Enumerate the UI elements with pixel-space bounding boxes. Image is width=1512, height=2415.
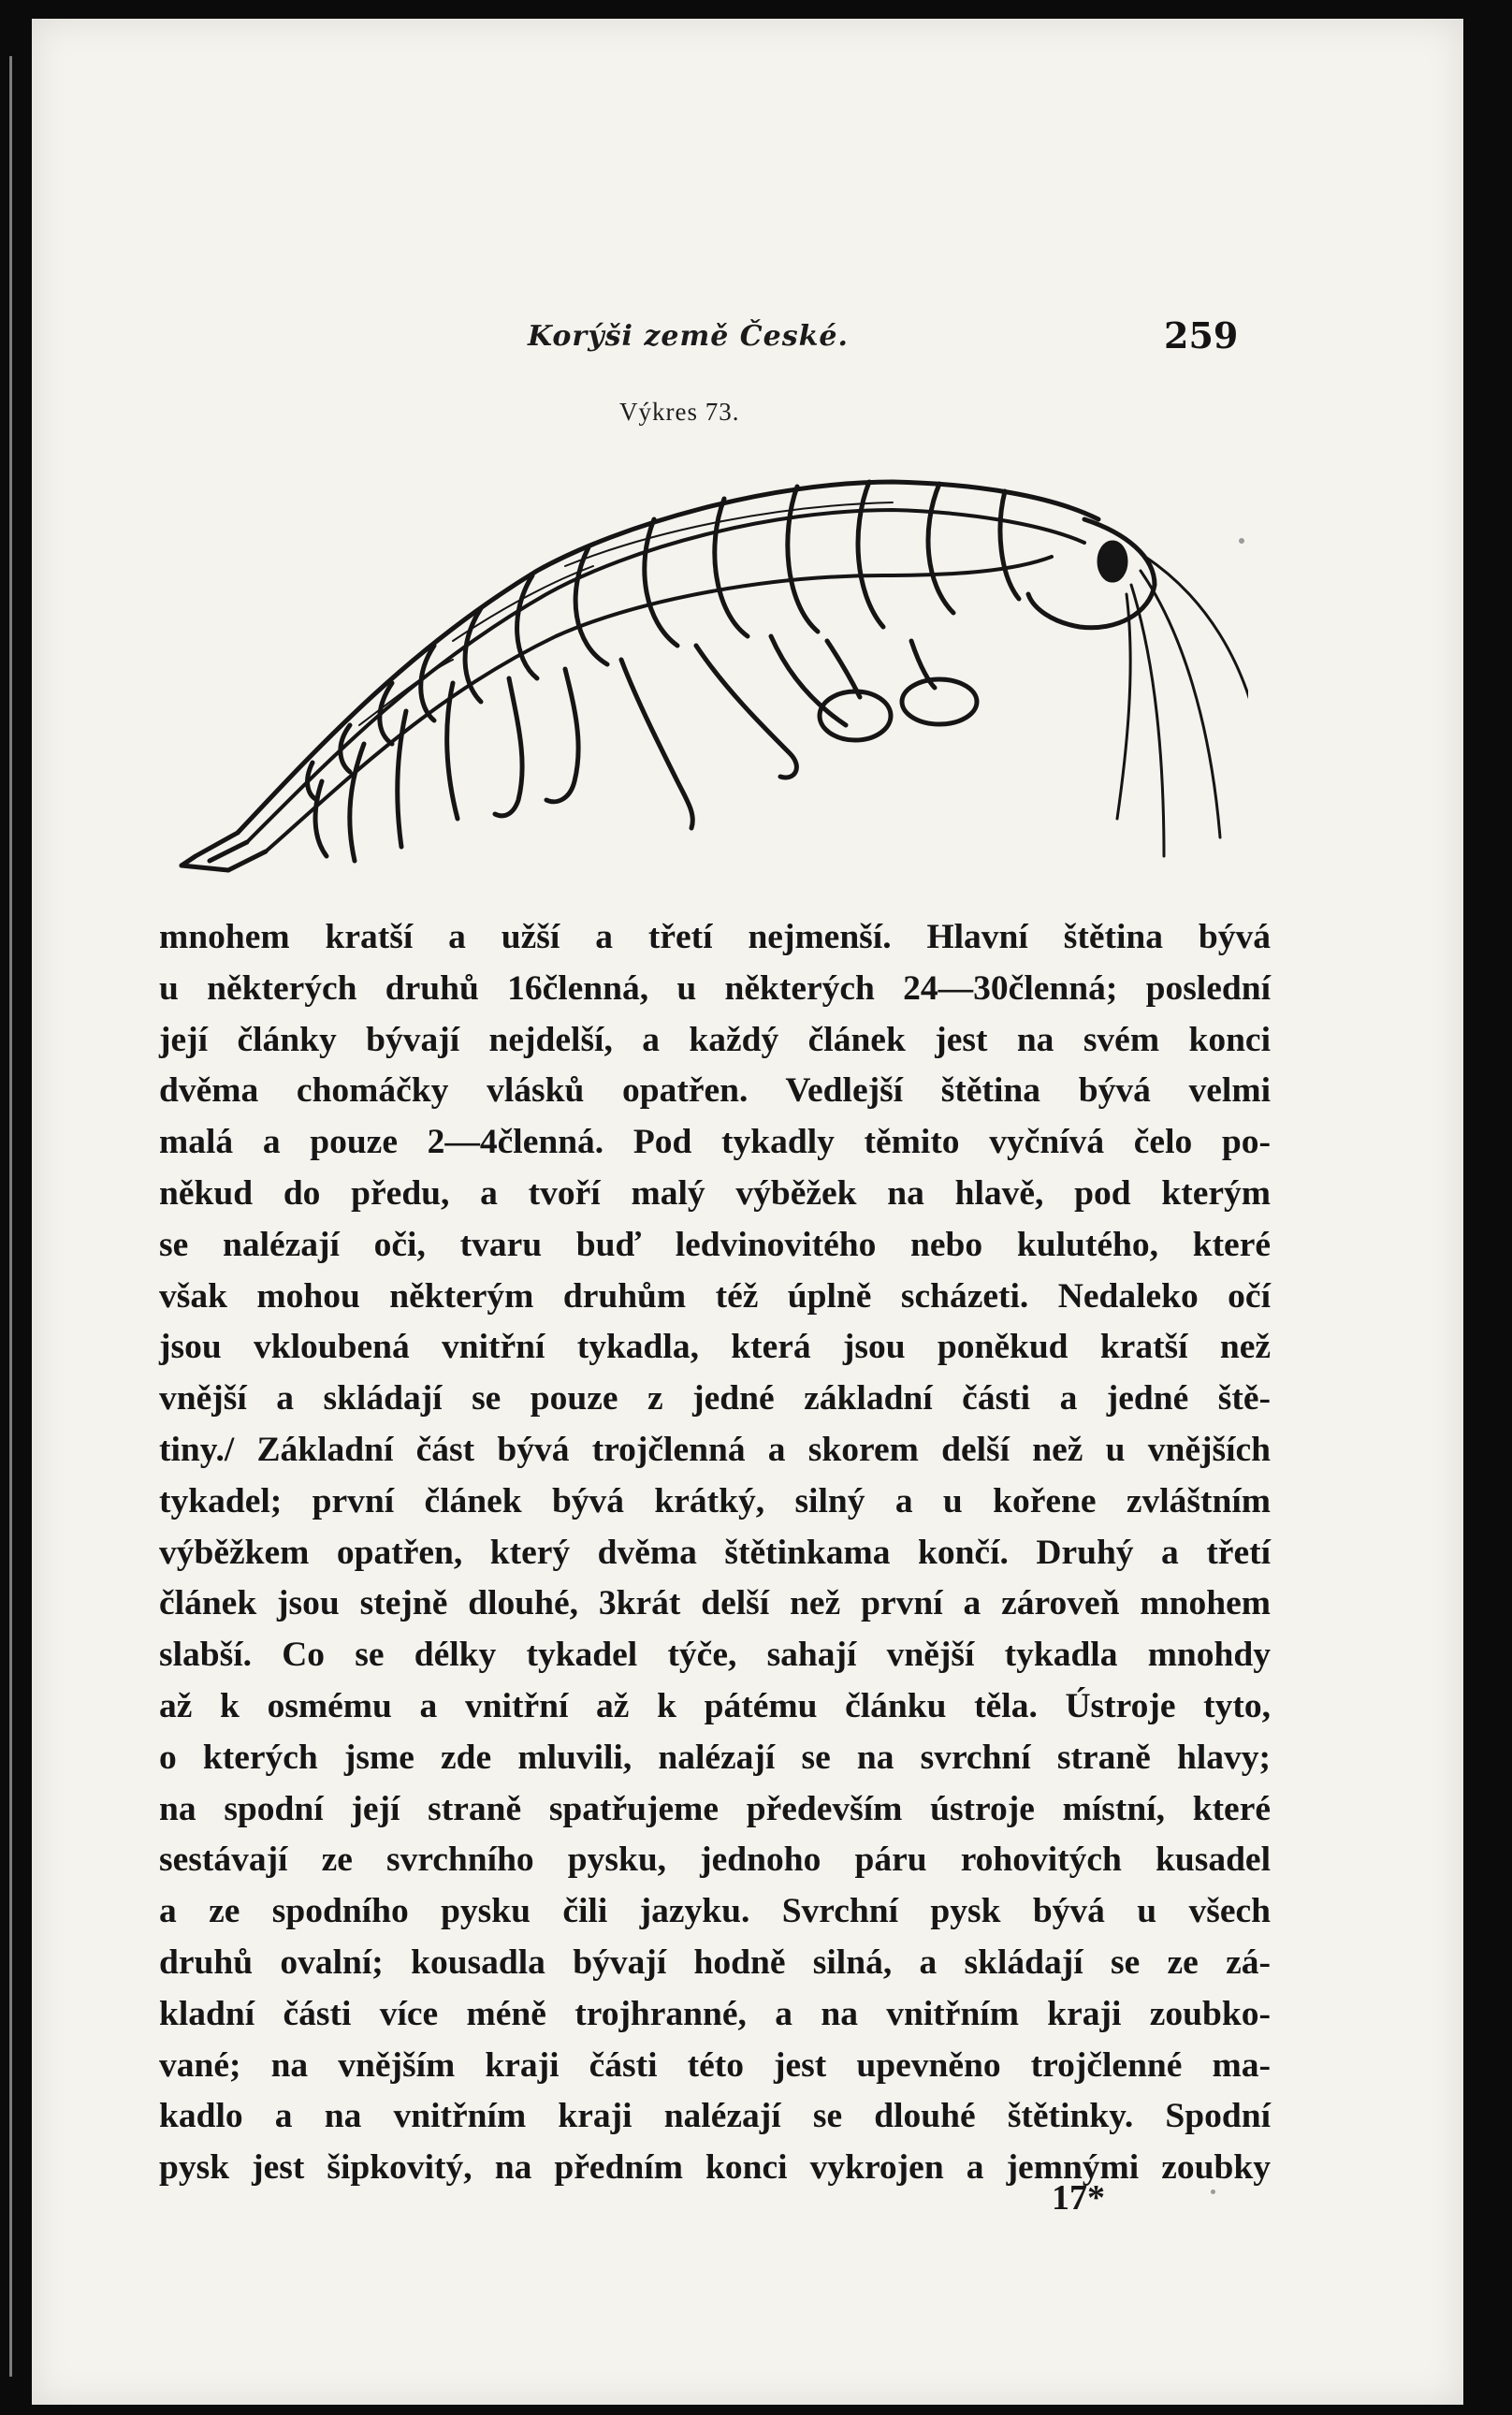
text-line: u některých druhů 16členná, u některých 24—30členná; poslední [159,968,1271,1008]
text-line: o kterých jsme zde mluvili, nalézají se na svrchní straně hlavy; [159,1738,1271,1777]
signature-mark: 17* [1052,2178,1105,2218]
text-line: vnější a skládají se pouze z jedné základní části a jedné ště- [159,1379,1271,1418]
page-number: 259 [1164,314,1239,356]
text-line: pysk jest šipkovitý, na předním konci vykrojen a jemnými zoubky [159,2148,1271,2188]
text-line: kladní části více méně trojhranné, a na vnitřním kraji zoubko- [159,1994,1271,2033]
text-line: kadlo a na vnitřním kraji nalézají se dlouhé štětinky. Spodní [159,2097,1271,2136]
crustacean-illustration [172,444,1248,884]
running-title: Korýši země České. [528,320,849,353]
text-line: na spodní její straně spatřujeme především ústroje místní, které [159,1789,1271,1828]
book-page [32,19,1463,2405]
scan-border-line [9,56,12,2377]
text-line: sestávají ze svrchního pysku, jednoho páru rohovitých kusadel [159,1840,1271,1880]
text-line: výběžkem opatřen, který dvěma štětinkama končí. Druhý a třetí [159,1533,1271,1572]
figure-caption: Výkres 73. [619,398,740,426]
text-line: její články bývají nejdelší, a každý článek jest na svém konci [159,1020,1271,1059]
text-line: druhů ovalní; kousadla bývají hodně silná, a skládají se ze zá- [159,1942,1271,1982]
text-line: se nalézají oči, tvaru buď ledvinovitého nebo kulutého, které [159,1225,1271,1264]
text-line: dvěma chomáčky vlásků opatřen. Vedlejší štětina bývá velmi [159,1071,1271,1111]
paper-speck [1211,2190,1215,2194]
text-line: tiny./ Základní část bývá trojčlenná a skorem delší než u vnějších [159,1430,1271,1469]
running-head [32,314,1463,367]
text-line: tykadel; první článek bývá krátký, silný a u kořene zvláštním [159,1481,1271,1520]
text-line: mnohem kratší a užší a třetí nejmenší. Hlavní štětina bývá [159,918,1271,956]
text-line: vané; na vnějším kraji části této jest upevněno trojčlenné ma- [159,2045,1271,2085]
text-line: jsou vkloubená vnitřní tykadla, která jsou poněkud kratší než [159,1328,1271,1367]
text-line: slabší. Co se délky tykadel týče, sahají vnější tykadla mnohdy [159,1636,1271,1675]
paper-speck [1239,538,1244,544]
text-line: článek jsou stejně dlouhé, 3krát delší než první a zároveň mnohem [159,1584,1271,1623]
text-line: však mohou některým druhům též úplně scházeti. Nedaleko očí [159,1276,1271,1316]
text-line: malá a pouze 2—4členná. Pod tykadly těmito vyčnívá čelo po- [159,1123,1271,1162]
text-line: a ze spodního pysku čili jazyku. Svrchní pysk bývá u všech [159,1892,1271,1931]
text-line: až k osmému a vnitřní až k pátému článku těla. Ústroje tyto, [159,1686,1271,1725]
body-text [159,912,1271,2194]
text-line: někud do předu, a tvoří malý výběžek na hlavě, pod kterým [159,1173,1271,1213]
